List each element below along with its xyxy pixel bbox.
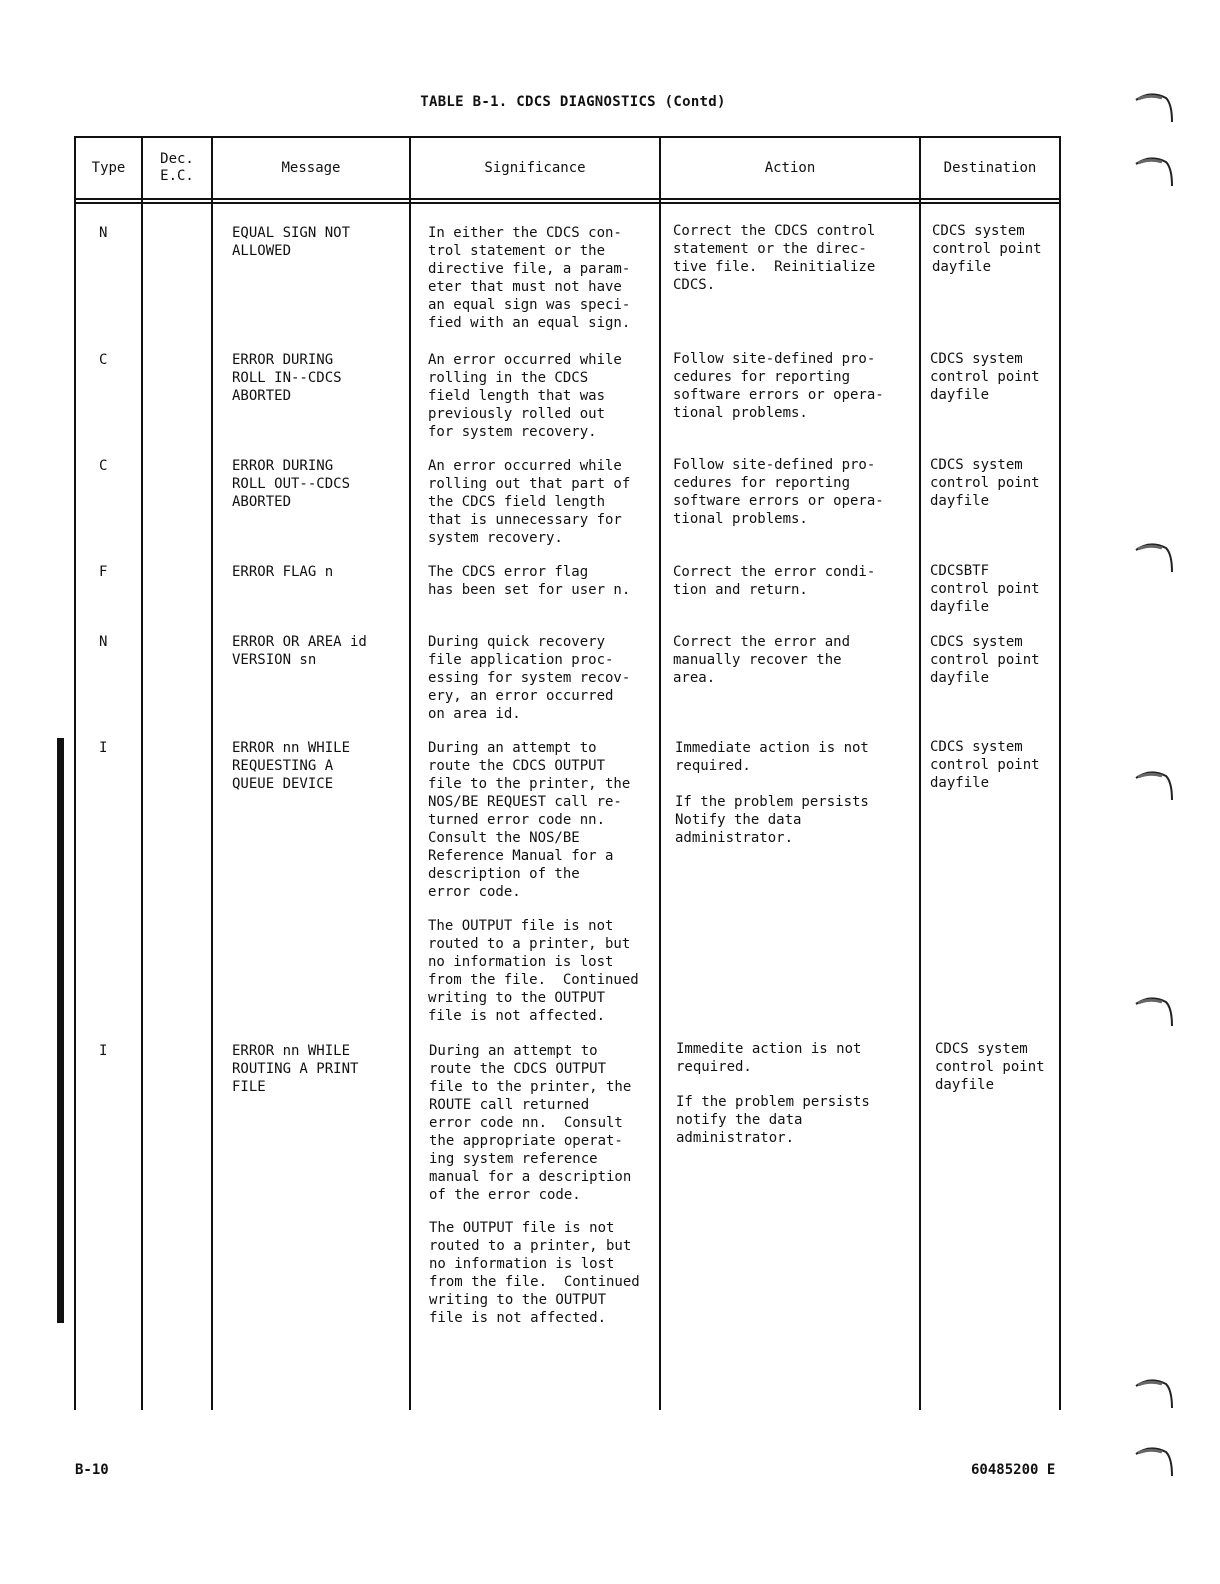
row-action: Follow site-defined pro- cedures for reporting software errors or opera- tional problems. <box>673 457 884 527</box>
header-dec-ec: Dec. E.C. <box>160 151 194 184</box>
header-message: Message <box>281 159 341 176</box>
row-message: ERROR nn WHILE REQUESTING A QUEUE DEVICE <box>232 740 351 792</box>
row-message: ERROR nn WHILE ROUTING A PRINT FILE <box>232 1043 359 1095</box>
row-action: Correct the error condi- tion and return. <box>673 564 876 598</box>
row-message: ERROR OR AREA id VERSION sn <box>232 634 367 668</box>
row-action: Immedite action is not required. <box>676 1041 862 1075</box>
row-significance-note: The OUTPUT file is not routed to a printer, but no information is lost from the file. Continued writing to the OUTPUT file is not affected. <box>428 918 639 1024</box>
row-action: Immediate action is not required. <box>675 740 869 774</box>
column-rule <box>409 138 411 1410</box>
row-type: C <box>99 352 108 368</box>
row-type: N <box>99 634 108 650</box>
row-destination: CDCS system control point dayfile <box>935 1041 1045 1093</box>
row-destination: CDCS system control point dayfile <box>930 634 1040 686</box>
table-title: TABLE B-1. CDCS DIAGNOSTICS (Contd) <box>420 94 726 110</box>
change-bar <box>57 738 64 1323</box>
row-action-note: If the problem persists Notify the data administrator. <box>675 794 869 846</box>
row-action-note: If the problem persists notify the data administrator. <box>676 1094 870 1146</box>
column-rule <box>211 138 213 1410</box>
row-message: ERROR FLAG n <box>232 564 334 580</box>
binder-hole-icon <box>1132 1372 1176 1416</box>
diagnostics-table <box>74 136 1061 1410</box>
row-destination: CDCSBTF control point dayfile <box>930 563 1040 615</box>
column-rule <box>74 138 76 1410</box>
row-significance: During an attempt to route the CDCS OUTPUT file to the printer, the ROUTE call returned error code nn. Consult the appropriate operat- ing system reference manual for a description of the error code. <box>429 1043 632 1203</box>
row-type: I <box>99 1043 108 1059</box>
row-action: Correct the CDCS control statement or the direc- tive file. Reinitialize CDCS. <box>673 223 876 293</box>
row-significance: An error occurred while rolling in the CDCS field length that was previously rolled out for system recovery. <box>428 352 622 440</box>
document-number: 60485200 E <box>971 1462 1056 1478</box>
row-significance-note: The OUTPUT file is not routed to a printer, but no information is lost from the file. Continued writing to the OUTPUT file is not affected. <box>429 1220 640 1326</box>
row-significance: An error occurred while rolling out that part of the CDCS field length that is unnecessary for system recovery. <box>428 458 631 546</box>
row-type: F <box>99 564 108 580</box>
binder-hole-icon <box>1132 150 1176 194</box>
binder-hole-icon <box>1132 764 1176 808</box>
binder-hole-icon <box>1132 1440 1176 1484</box>
row-action: Correct the error and manually recover the area. <box>673 634 851 686</box>
row-significance: The CDCS error flag has been set for user n. <box>428 564 631 598</box>
row-significance: During an attempt to route the CDCS OUTPUT file to the printer, the NOS/BE REQUEST call re- turned error code nn. Consult the NOS/BE Reference Manual for a description of the error code. <box>428 740 631 900</box>
row-significance: In either the CDCS con- trol statement or the directive file, a param- eter that must not have an equal sign was speci- fied with an equal sign. <box>428 225 631 331</box>
row-significance: During quick recovery file application proc- essing for system recov- ery, an error occurred on area id. <box>428 634 631 722</box>
row-type: N <box>99 225 108 241</box>
page-number: B-10 <box>75 1462 109 1478</box>
column-rule <box>919 138 921 1410</box>
row-message: ERROR DURING ROLL IN--CDCS ABORTED <box>232 352 342 404</box>
binder-hole-icon <box>1132 990 1176 1034</box>
header-rule <box>74 202 1061 204</box>
row-message: EQUAL SIGN NOT ALLOWED <box>232 225 351 259</box>
header-rule <box>74 198 1061 200</box>
column-rule <box>659 138 661 1410</box>
column-rule <box>141 138 143 1410</box>
header-type: Type <box>91 159 126 176</box>
header-destination: Destination <box>943 159 1037 176</box>
row-destination: CDCS system control point dayfile <box>930 739 1040 791</box>
row-type: C <box>99 458 108 474</box>
header-action: Action <box>764 159 816 176</box>
binder-hole-icon <box>1132 86 1176 130</box>
header-significance: Significance <box>484 159 586 176</box>
row-destination: CDCS system control point dayfile <box>930 457 1040 509</box>
row-destination: CDCS system control point dayfile <box>932 223 1042 275</box>
row-type: I <box>99 740 108 756</box>
binder-hole-icon <box>1132 536 1176 580</box>
column-rule <box>1059 138 1061 1410</box>
row-destination: CDCS system control point dayfile <box>930 351 1040 403</box>
row-message: ERROR DURING ROLL OUT--CDCS ABORTED <box>232 458 351 510</box>
row-action: Follow site-defined pro- cedures for reporting software errors or opera- tional problems. <box>673 351 884 421</box>
